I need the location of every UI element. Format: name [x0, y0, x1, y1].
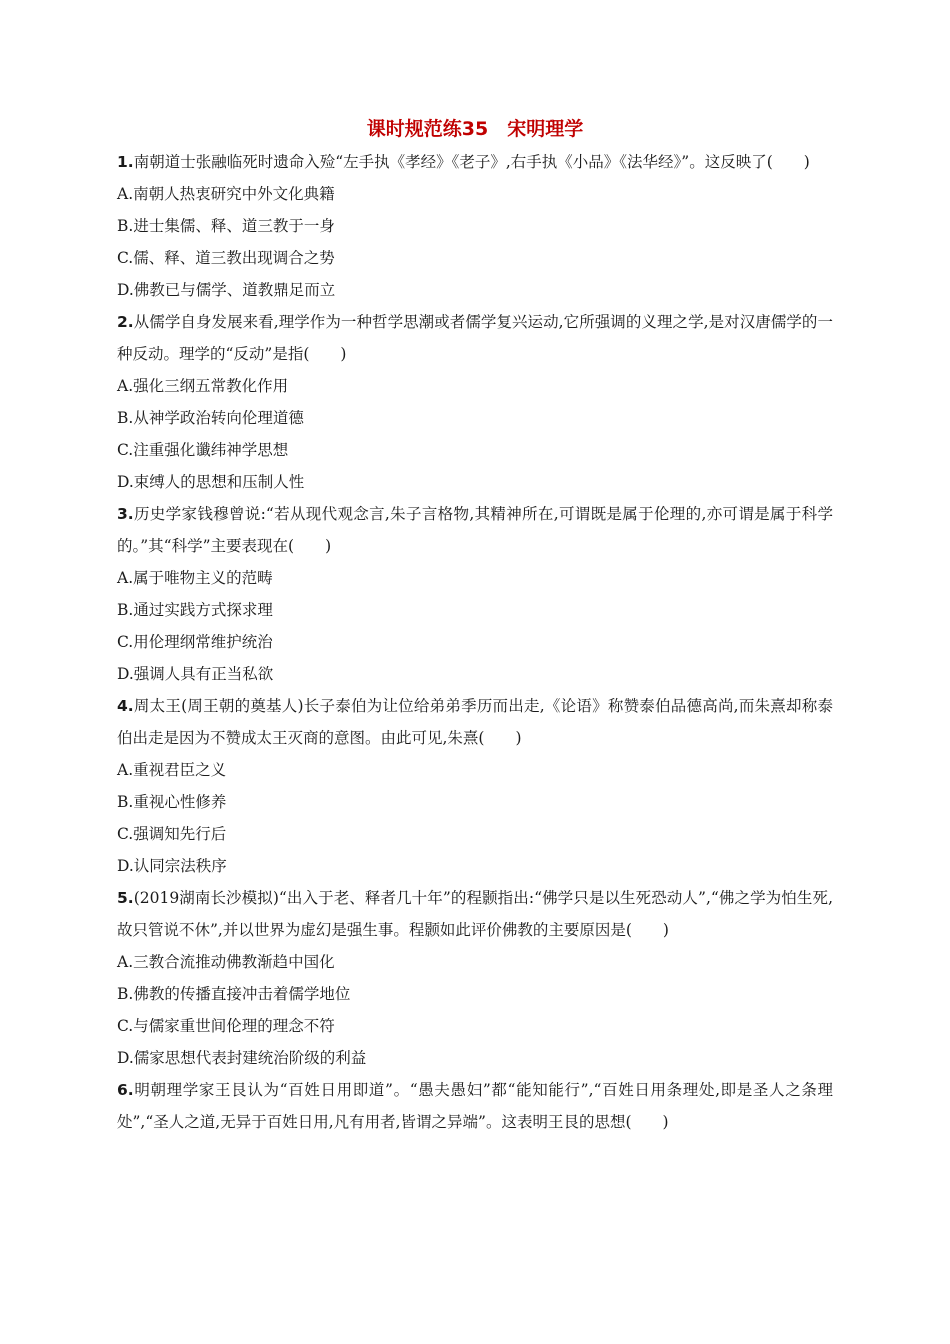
option-a: A.重视君臣之义: [117, 761, 227, 779]
question-2: [117, 306, 833, 498]
question-stem: [117, 498, 833, 562]
question-number: 6.: [117, 1081, 134, 1099]
question-text: 从儒学自身发展来看,理学作为一种哲学思潮或者儒学复兴运动,它所强调的义理之学,是对汉唐儒学的一种反动。理学的“反动”是指( ): [117, 313, 833, 363]
question-6: [117, 1074, 833, 1138]
question-3: [117, 498, 833, 690]
question-stem: [117, 882, 833, 946]
option-b: B.从神学政治转向伦理道德: [117, 409, 304, 427]
question-text: 历史学家钱穆曾说:“若从现代观念言,朱子言格物,其精神所在,可谓既是属于伦理的,亦可谓是属于科学的。”其“科学”主要表现在( ): [117, 505, 833, 555]
option-d: D.儒家思想代表封建统治阶级的利益: [117, 1049, 367, 1067]
option-c: C.注重强化谶纬神学思想: [117, 441, 289, 459]
question-stem: [117, 690, 833, 754]
question-5: [117, 882, 833, 1074]
question-text: 周太王(周王朝的奠基人)长子泰伯为让位给弟弟季历而出走,《论语》称赞泰伯品德高尚,而朱熹却称泰伯出走是因为不赞成太王灭商的意图。由此可见,朱熹( ): [117, 697, 833, 747]
option-b: B.通过实践方式探求理: [117, 601, 273, 619]
question-text: 南朝道士张融临死时遗命入殓“左手执《孝经》《老子》,右手执《小品》《法华经》”。这反映了( ): [133, 153, 810, 171]
option-a: A.三教合流推动佛教渐趋中国化: [117, 953, 335, 971]
option-d: D.佛教已与儒学、道教鼎足而立: [117, 281, 336, 299]
question-text: (2019湖南长沙模拟)“出入于老、释者几十年”的程颢指出:“佛学只是以生死恐动人”,“佛之学为怕生死,故只管说不休”,并以世界为虚幻是强生事。程颢如此评价佛教的主要原因是( ): [117, 889, 833, 939]
question-number: 1.: [117, 153, 134, 171]
option-d: D.认同宗法秩序: [117, 857, 227, 875]
option-b: B.佛教的传播直接冲击着儒学地位: [117, 985, 351, 1003]
question-number: 3.: [117, 505, 134, 523]
option-a: A.南朝人热衷研究中外文化典籍: [117, 185, 335, 203]
question-stem: [117, 306, 833, 370]
option-c: C.强调知先行后: [117, 825, 227, 843]
question-1: [117, 146, 833, 306]
question-number: 2.: [117, 313, 134, 331]
option-d: D.强调人具有正当私欲: [117, 665, 274, 683]
option-c: C.用伦理纲常维护统治: [117, 633, 273, 651]
page-title: 课时规范练35 宋明理学: [366, 118, 584, 140]
question-number: 4.: [117, 697, 134, 715]
question-4: [117, 690, 833, 882]
question-stem: [117, 146, 833, 178]
option-d: D.束缚人的思想和压制人性: [117, 473, 305, 491]
option-a: A.属于唯物主义的范畴: [117, 569, 273, 587]
option-c: C.与儒家重世间伦理的理念不符: [117, 1017, 335, 1035]
option-b: B.重视心性修养: [117, 793, 227, 811]
option-b: B.进士集儒、释、道三教于一身: [117, 217, 335, 235]
option-c: C.儒、释、道三教出现调合之势: [117, 249, 335, 267]
question-text: 明朝理学家王艮认为“百姓日用即道”。“愚夫愚妇”都“能知能行”,“百姓日用条理处,即是圣人之条理处”,“圣人之道,无异于百姓日用,凡有用者,皆谓之异端”。这表明王艮的思想( ): [117, 1081, 833, 1131]
question-number: 5.: [117, 889, 134, 907]
document-page: [117, 112, 833, 1138]
option-a: A.强化三纲五常教化作用: [117, 377, 289, 395]
question-stem: [117, 1074, 833, 1138]
